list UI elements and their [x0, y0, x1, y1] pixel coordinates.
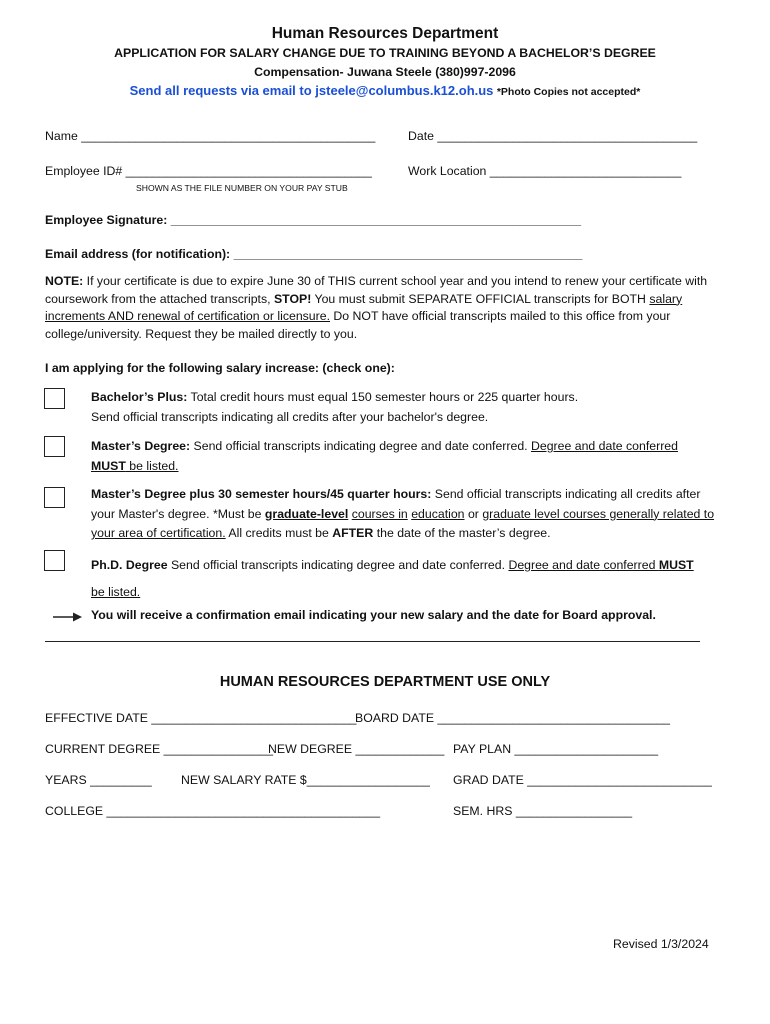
- option-underlined: Degree and date conferred: [531, 439, 678, 453]
- option-title: Bachelor’s Plus:: [91, 390, 188, 404]
- email-instruction-link[interactable]: Send all requests via email to jsteele@columbus.k12.oh.us: [129, 83, 494, 98]
- current-degree-field[interactable]: CURRENT DEGREE ________________: [45, 742, 274, 756]
- send-line: [0, 83, 770, 98]
- option-u2: courses in: [351, 506, 408, 521]
- option-text-line2: Send official transcripts indicating all credits after your bachelor's degree.: [91, 409, 489, 424]
- date-field[interactable]: Date ______________________________________: [408, 129, 698, 143]
- email-field[interactable]: Email address (for notification): ___________________________________________________: [45, 247, 583, 261]
- new-salary-rate-field[interactable]: NEW SALARY RATE $__________________: [181, 773, 430, 787]
- signature-field[interactable]: Employee Signature: ____________________________________________________________: [45, 213, 582, 227]
- form-title: APPLICATION FOR SALARY CHANGE DUE TO TRAINING BEYOND A BACHELOR’S DEGREE: [114, 46, 656, 60]
- option-tail: be listed.: [91, 585, 141, 599]
- note-text-3: Do NOT have official transcripts mailed to this office from your college/university. Request they be mailed directly to you.: [45, 309, 671, 341]
- option-u1: graduate-level: [264, 506, 349, 521]
- option-text: Total credit hours must equal 150 semester hours or 225 quarter hours.: [187, 390, 579, 404]
- grad-date-field[interactable]: GRAD DATE ___________________________: [453, 773, 712, 787]
- option-or: or: [464, 506, 483, 521]
- option-masters-plus-30: [91, 485, 721, 544]
- note-text-2: You must submit SEPARATE OFFICIAL transcripts for BOTH: [311, 291, 650, 306]
- option-tail: be listed.: [125, 458, 179, 473]
- option-text2: All credits must be: [225, 526, 333, 540]
- stop-label: STOP!: [273, 291, 312, 306]
- employee-id-hint: SHOWN AS THE FILE NUMBER ON YOUR PAY STUB: [136, 183, 348, 193]
- option-text: Send official transcripts indicating all credits after your Master's degree. *Must be: [91, 487, 701, 521]
- note-text-1: If your certificate is due to expire June 30 of THIS current school year and you intend to renew your certificate with coursework from the attached transcripts,: [45, 274, 708, 306]
- phd-degree-checkbox[interactable]: [44, 550, 65, 571]
- option-u4: graduate level courses generally related to your area of certification.: [91, 506, 715, 540]
- revised-date: Revised 1/3/2024: [613, 937, 709, 951]
- note-paragraph: [45, 273, 725, 343]
- effective-date-field[interactable]: EFFECTIVE DATE ______________________________: [45, 711, 357, 725]
- option-masters-degree: [91, 437, 721, 476]
- years-field[interactable]: YEARS _________: [45, 773, 152, 787]
- note-label: NOTE:: [45, 274, 84, 288]
- confirmation-text: You will receive a confirmation email indicating your new salary and the date for Board approval.: [91, 608, 656, 622]
- masters-plus-30-checkbox[interactable]: [44, 487, 65, 508]
- option-title: Master’s Degree:: [91, 439, 191, 453]
- section-divider: [45, 641, 700, 642]
- pay-plan-field[interactable]: PAY PLAN _____________________: [453, 742, 659, 756]
- option-tail: the date of the master’s degree.: [373, 526, 551, 540]
- option-u3: education: [411, 506, 465, 521]
- option-title: Master’s Degree plus 30 semester hours/45 quarter hours:: [91, 487, 432, 501]
- photo-copies-note: *Photo Copies not accepted*: [496, 86, 641, 98]
- note-underlined: salary increments AND renewal of certification or licensure.: [45, 291, 683, 323]
- option-underlined: Degree and date conferred: [508, 558, 659, 572]
- applying-heading: I am applying for the following salary increase: (check one):: [45, 361, 395, 375]
- option-text: Send official transcripts indicating degree and date conferred.: [190, 439, 531, 453]
- option-text: Send official transcripts indicating degree and date conferred.: [167, 558, 509, 572]
- work-location-field[interactable]: Work Location ____________________________: [408, 164, 682, 178]
- hr-use-title: HUMAN RESOURCES DEPARTMENT USE ONLY: [219, 674, 551, 690]
- department-title: Human Resources Department: [271, 25, 499, 42]
- bachelors-plus-checkbox[interactable]: [44, 388, 65, 409]
- new-degree-field[interactable]: NEW DEGREE _____________: [268, 742, 445, 756]
- option-must: MUST: [658, 558, 694, 572]
- masters-degree-checkbox[interactable]: [44, 436, 65, 457]
- option-title: Ph.D. Degree: [91, 558, 168, 572]
- option-must: MUST: [91, 458, 126, 473]
- name-field[interactable]: Name ___________________________________________: [45, 129, 376, 143]
- option-after: AFTER: [332, 526, 374, 540]
- sem-hrs-field[interactable]: SEM. HRS _________________: [453, 804, 633, 818]
- employee-id-field[interactable]: Employee ID# ____________________________________: [45, 164, 372, 178]
- option-phd-degree: [91, 552, 721, 606]
- arrow-right-icon: [53, 611, 83, 623]
- college-field[interactable]: COLLEGE ________________________________________: [45, 804, 381, 818]
- option-bachelors-plus: [91, 388, 721, 427]
- board-date-field[interactable]: BOARD DATE __________________________________: [355, 711, 670, 725]
- contact-line: Compensation- Juwana Steele (380)997-2096: [254, 65, 516, 79]
